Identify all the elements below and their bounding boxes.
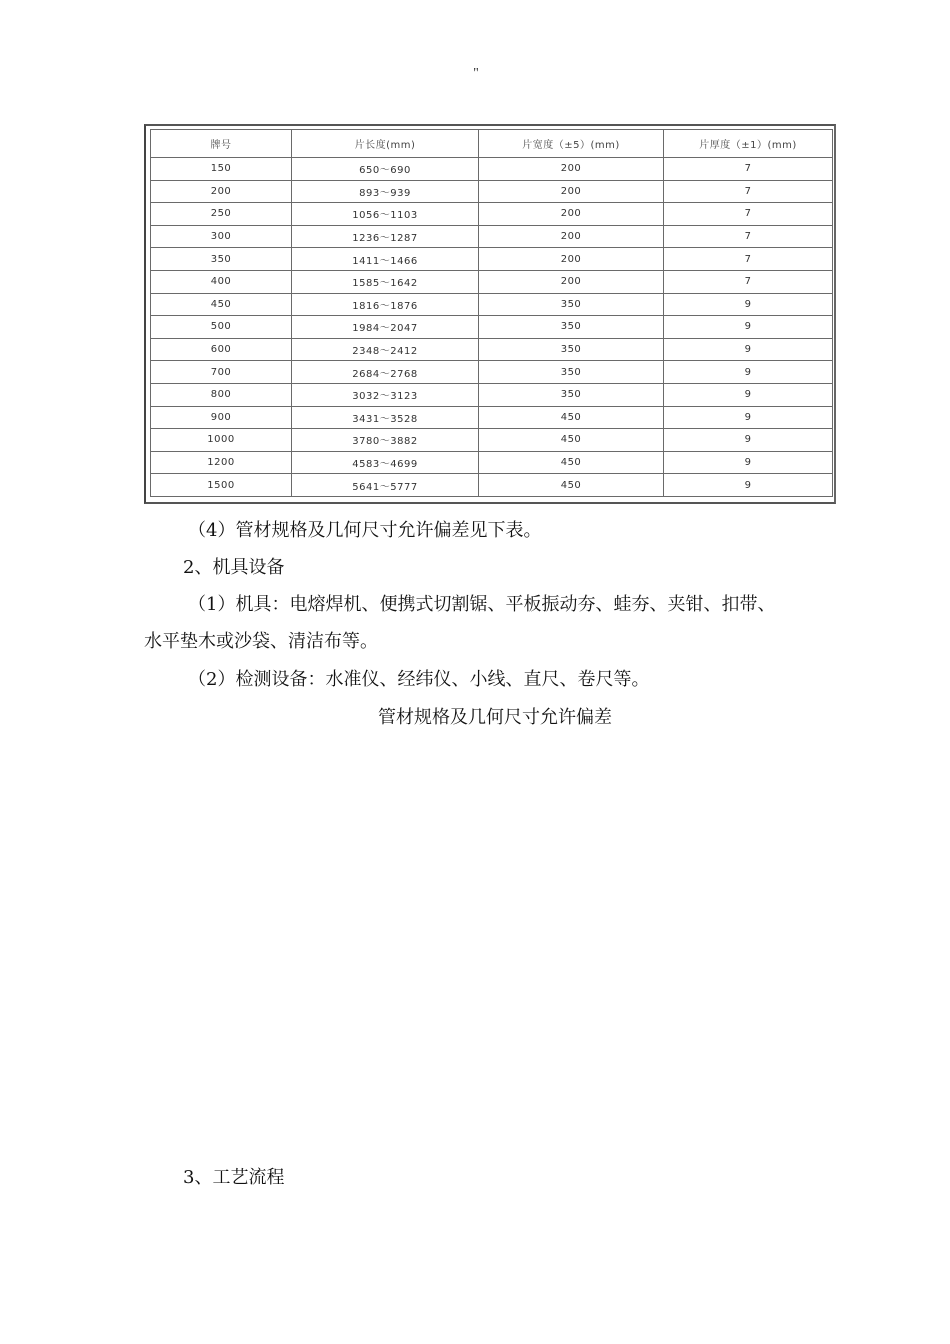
table-cell: 900 [151, 406, 292, 429]
table-row [151, 451, 833, 474]
table-cell: 9 [664, 293, 833, 316]
table-cell: 3032～3123 [292, 383, 479, 406]
table-cell: 350 [479, 338, 664, 361]
table-cell: 1984～2047 [292, 316, 479, 339]
table-cell: 800 [151, 383, 292, 406]
table-row [151, 361, 833, 384]
table-row [151, 406, 833, 429]
table-cell: 650～690 [292, 158, 479, 181]
table-cell: 9 [664, 361, 833, 384]
spec-table-frame [144, 124, 836, 504]
table-cell: 250 [151, 203, 292, 226]
paragraph-pipe-spec: （4）管材规格及几何尺寸允许偏差见下表。 [188, 520, 542, 541]
paragraph-tools-line2: 水平垫木或沙袋、清洁布等。 [144, 631, 378, 652]
table-cell: 7 [664, 203, 833, 226]
paragraph-tools-line1: （1）机具：电熔焊机、便携式切割锯、平板振动夯、蛙夯、夹钳、扣带、 [188, 594, 776, 615]
table-row [151, 338, 833, 361]
table-cell: 700 [151, 361, 292, 384]
table-row [151, 248, 833, 271]
table-cell: 1816～1876 [292, 293, 479, 316]
table-header-cell: 片宽度（±5）(mm) [479, 130, 664, 158]
table-cell: 1585～1642 [292, 270, 479, 293]
table-cell: 7 [664, 270, 833, 293]
table-cell: 1200 [151, 451, 292, 474]
table-cell: 350 [151, 248, 292, 271]
paragraph-inspection: （2）检测设备：水准仪、经纬仪、小线、直尺、卷尺等。 [188, 669, 650, 690]
table-row [151, 429, 833, 452]
table-cell: 2348～2412 [292, 338, 479, 361]
table-row [151, 474, 833, 497]
table-header-cell: 片长度(mm) [292, 130, 479, 158]
table-row [151, 270, 833, 293]
table-cell: 350 [479, 316, 664, 339]
table-cell: 9 [664, 316, 833, 339]
table-cell: 200 [479, 225, 664, 248]
table-cell: 7 [664, 180, 833, 203]
table-row [151, 225, 833, 248]
table-row [151, 203, 833, 226]
section-2-title: 2、机具设备 [183, 557, 285, 578]
table-cell: 1500 [151, 474, 292, 497]
table-cell: 3780～3882 [292, 429, 479, 452]
table-row [151, 158, 833, 181]
table-cell: 500 [151, 316, 292, 339]
table-cell: 450 [479, 474, 664, 497]
table-cell: 400 [151, 270, 292, 293]
table-cell: 350 [479, 383, 664, 406]
table-row [151, 316, 833, 339]
table-row [151, 383, 833, 406]
table-cell: 450 [479, 451, 664, 474]
table-cell: 7 [664, 225, 833, 248]
table-caption: 管材规格及几何尺寸允许偏差 [378, 707, 612, 728]
table-cell: 1000 [151, 429, 292, 452]
table-cell: 4583～4699 [292, 451, 479, 474]
table-cell: 1056～1103 [292, 203, 479, 226]
table-cell: 300 [151, 225, 292, 248]
table-cell: 7 [664, 248, 833, 271]
table-cell: 150 [151, 158, 292, 181]
table-cell: 350 [479, 293, 664, 316]
table-row [151, 293, 833, 316]
table-cell: 200 [479, 158, 664, 181]
table-header-cell: 牌号 [151, 130, 292, 158]
table-cell: 200 [479, 180, 664, 203]
table-cell: 9 [664, 429, 833, 452]
table-cell: 7 [664, 158, 833, 181]
table-cell: 450 [151, 293, 292, 316]
page-header-mark: " [473, 66, 479, 81]
table-cell: 350 [479, 361, 664, 384]
table-row [151, 180, 833, 203]
table-cell: 450 [479, 429, 664, 452]
table-cell: 3431～3528 [292, 406, 479, 429]
table-cell: 9 [664, 406, 833, 429]
table-cell: 200 [479, 248, 664, 271]
table-cell: 9 [664, 338, 833, 361]
table-cell: 1236～1287 [292, 225, 479, 248]
table-cell: 9 [664, 383, 833, 406]
table-header-row [151, 130, 833, 158]
table-body [151, 158, 833, 497]
table-cell: 200 [479, 203, 664, 226]
section-3-title: 3、工艺流程 [183, 1167, 285, 1188]
table-cell: 2684～2768 [292, 361, 479, 384]
table-cell: 9 [664, 474, 833, 497]
table-cell: 450 [479, 406, 664, 429]
table-cell: 9 [664, 451, 833, 474]
table-cell: 600 [151, 338, 292, 361]
table-cell: 1411～1466 [292, 248, 479, 271]
spec-table [150, 129, 833, 497]
table-header-cell: 片厚度（±1）(mm) [664, 130, 833, 158]
table-cell: 5641～5777 [292, 474, 479, 497]
table-cell: 200 [479, 270, 664, 293]
table-cell: 200 [151, 180, 292, 203]
table-cell: 893～939 [292, 180, 479, 203]
